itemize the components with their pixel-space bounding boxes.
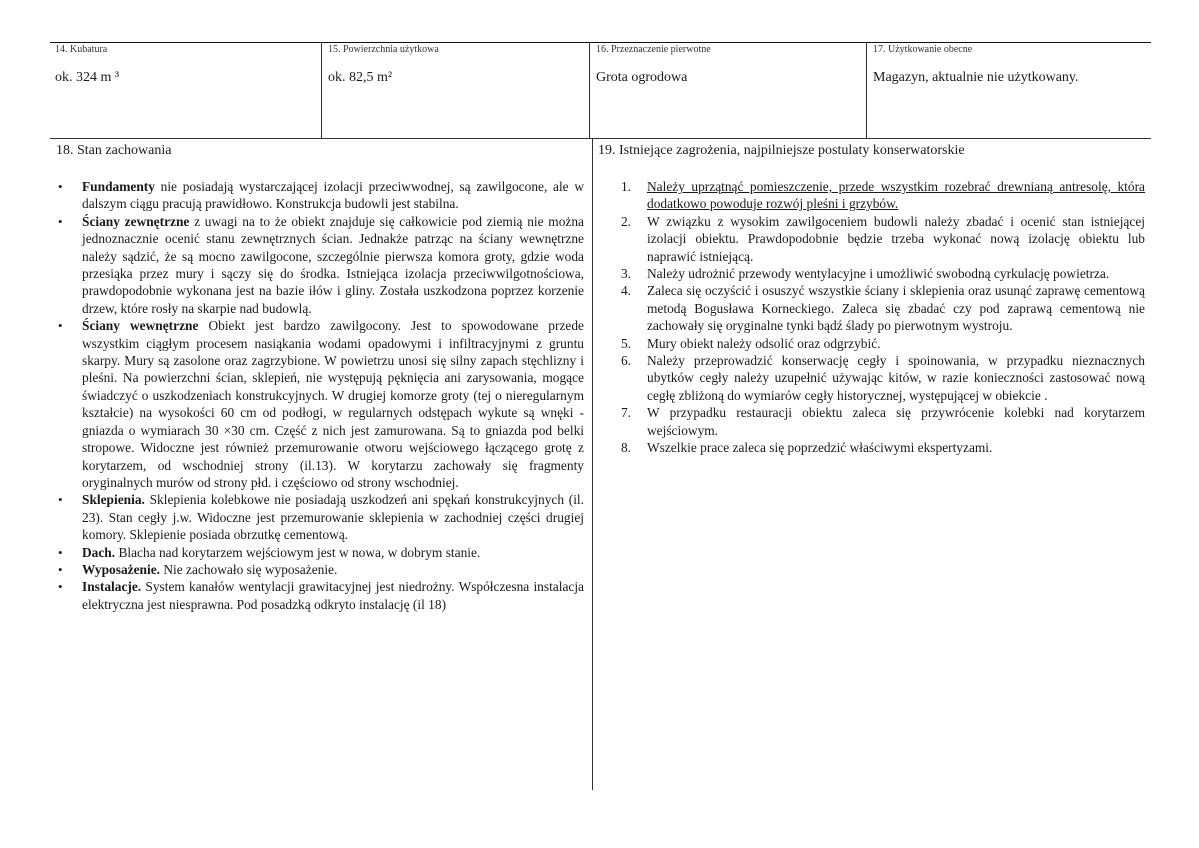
item-number: 5. (620, 335, 631, 351)
table-divider (866, 42, 867, 138)
table-bottom-border (50, 138, 1151, 139)
item-text: System kanałów wentylacji grawitacyjnej jest niedrożny. Współczesna instalacja elektryczna jest niesprawna. Pod posadzką odkryto instalację (il 18) (82, 579, 584, 612)
field-label: 17. Użytkowanie obecne (873, 44, 973, 55)
table-divider (589, 42, 590, 138)
field-label: 16. Przeznaczenie pierwotne (596, 44, 711, 55)
item-text: Wszelkie prace zaleca się poprzedzić właściwymi ekspertyzami. (647, 440, 993, 456)
list-item (617, 265, 1145, 282)
item-heading: Ściany wewnętrzne (82, 318, 199, 334)
list-item (617, 352, 1145, 404)
list-item (617, 178, 1145, 213)
item-number: 6. (620, 353, 631, 369)
list-item (58, 178, 584, 213)
list-item (58, 578, 584, 613)
item-text: Należy uprzątnąć pomieszczenie, przede wszystkim rozebrać drewnianą antresolę, która dodatkowo powoduje rozwój pleśni i grzybów. (647, 179, 1145, 212)
field-value: ok. 324 m ³ (55, 70, 120, 85)
item-heading: Dach. (82, 544, 116, 560)
item-heading: Sklepienia. (82, 492, 145, 508)
item-heading: Wyposażenie. (82, 561, 160, 577)
item-text: z uwagi na to że obiekt znajduje się całkowicie pod ziemią nie można jednoznacznie ocenić stanu zewnętrznych ścian. Jednakże patrząc na ściany wewnętrzne należy sądzić, że są mocno zawilgocone, szczególnie pierwsza komora groty, gdzie woda przesiąka przez mury i sączy się do środka. Istniejąca izolacja przeciwwilgotnościowa, prawdopodobnie wykonana jest na bazie iłów i gliny. Została uszkodzona poprzez korzenie drzew, które rosły na skarpie nad budowlą. (82, 213, 585, 316)
item-number: 3. (620, 266, 631, 282)
field-value: ok. 82,5 m² (328, 70, 393, 85)
list-item (58, 544, 584, 561)
item-text: W przypadku restauracji obiektu zaleca się przywrócenie kolebki nad korytarzem wejściowym. (647, 405, 1145, 438)
list-item (617, 213, 1145, 265)
bullet-icon: • (58, 561, 63, 577)
bullet-icon: • (58, 544, 63, 560)
field-label: 15. Powierzchnia użytkowa (328, 44, 439, 55)
list-item (58, 317, 584, 491)
field-przeznaczenie (591, 42, 866, 138)
list-item (58, 491, 584, 543)
stan-zachowania-list (58, 178, 584, 613)
item-number: 2. (620, 213, 631, 229)
field-label: 14. Kubatura (55, 44, 108, 55)
field-kubatura (50, 42, 320, 138)
section-19-title: 19. Istniejące zagrożenia, najpilniejsze postulaty konserwatorskie (598, 143, 965, 158)
bullet-icon: • (58, 179, 63, 194)
item-heading: Instalacje. (82, 579, 142, 595)
item-number: 7. (620, 405, 631, 421)
list-item (617, 335, 1145, 352)
bullet-icon: • (58, 318, 63, 334)
field-value: Grota ogrodowa (596, 70, 688, 85)
item-text: Blacha nad korytarzem wejściowym jest w nowa, w dobrym stanie. (115, 544, 481, 560)
column-divider (592, 138, 593, 790)
list-item (617, 282, 1145, 334)
field-value: Magazyn, aktualnie nie użytkowany. (873, 70, 1079, 85)
item-number: 4. (620, 283, 631, 299)
table-divider (321, 42, 322, 138)
list-item (617, 439, 1145, 456)
item-text: Zaleca się oczyścić i osuszyć wszystkie ściany i sklepienia oraz usunąć zaprawę cementową metodą Bogusława Korneckiego. Zaleca się zbadać czy pod zaprawą cementową nie zachowały się oryginalne tynki bądź ślady po pierwotnym wystroju. (647, 283, 1145, 334)
field-powierzchnia (323, 42, 588, 138)
bullet-icon: • (58, 492, 63, 508)
bullet-icon: • (58, 579, 63, 595)
item-text: Należy udrożnić przewody wentylacyjne i umożliwić swobodną cyrkulację powietrza. (647, 266, 1110, 282)
item-heading: Ściany zewnętrzne (82, 213, 190, 229)
item-text: Nie zachowało się wyposażenie. (159, 561, 338, 577)
item-text: Mury obiekt należy odsolić oraz odgrzybić. (647, 335, 881, 351)
item-number: 1. (620, 179, 631, 194)
zagrozenia-list (617, 178, 1145, 457)
item-text: Sklepienia kolebkowe nie posiadają uszkodzeń ani spękań konstrukcyjnych (il. 23). Stan cegły j.w. Widoczne jest przemurowanie sklepienia w zachodniej części drugiej komory. Sklepienie posiada obrzutkę cementową. (82, 492, 584, 543)
bullet-icon: • (58, 213, 63, 229)
list-item (58, 213, 584, 317)
list-item (617, 404, 1145, 439)
item-text: nie posiadają wystarczającej izolacji przeciwwodnej, są zawilgocone, ale w dalszym ciągu pracują prawidłowo. Konstrukcja budowli jest stabilna. (82, 179, 584, 212)
item-heading: Fundamenty (82, 179, 155, 194)
item-text: W związku z wysokim zawilgoceniem budowli należy zbadać i ocenić stan istniejącej izolacji obiektu. Prawdopodobnie będzie trzeba wykonać nową izolację obiektu lub naprawić istniejącą. (647, 213, 1145, 264)
item-number: 8. (620, 440, 631, 456)
list-item (58, 561, 584, 578)
section-18-title: 18. Stan zachowania (56, 143, 172, 158)
field-uzytkowanie (868, 42, 1151, 138)
item-text: Obiekt jest bardzo zawilgocony. Jest to spowodowane przede wszystkim ciągłym procesem nasiąkania wodami opadowymi i infiltracyjnymi z gruntu skarpy. Mury są zasolone oraz zagrzybione. W powietrzu unosi się silny zapach stęchlizny i pleśni. Na powierzchni ścian, sklepień, nie występują pęknięcia ani zarysowania, mogące świadczyć o uszkodzeniach konstrukcyjnych. W drugiej komorze groty (tej o nieregularnym kształcie) na wysokości 60 cm od podłogi, w regularnych odstępach wykute są wnęki - gniazda o wymiarach 30 ×30 cm. Część z nich jest zamurowana. Są to gniazda pod belki stropowe. Widoczne jest również przemurowanie otworu wejściowego łączącego grotę z korytarzem, od wschodniej strony (il.13). W korytarzu zachowały się fragmenty oryginalnych murów od strony płd. i częściowo od strony wschodniej. (82, 318, 584, 490)
item-text: Należy przeprowadzić konserwację cegły i spoinowania, w przypadku nieznacznych ubytków cegły należy uzupełnić używając kitów, w razie konieczności zastosować nową cegłę zbliżoną do wymiarów cegły historycznej, występującej w obiekcie . (647, 353, 1145, 403)
